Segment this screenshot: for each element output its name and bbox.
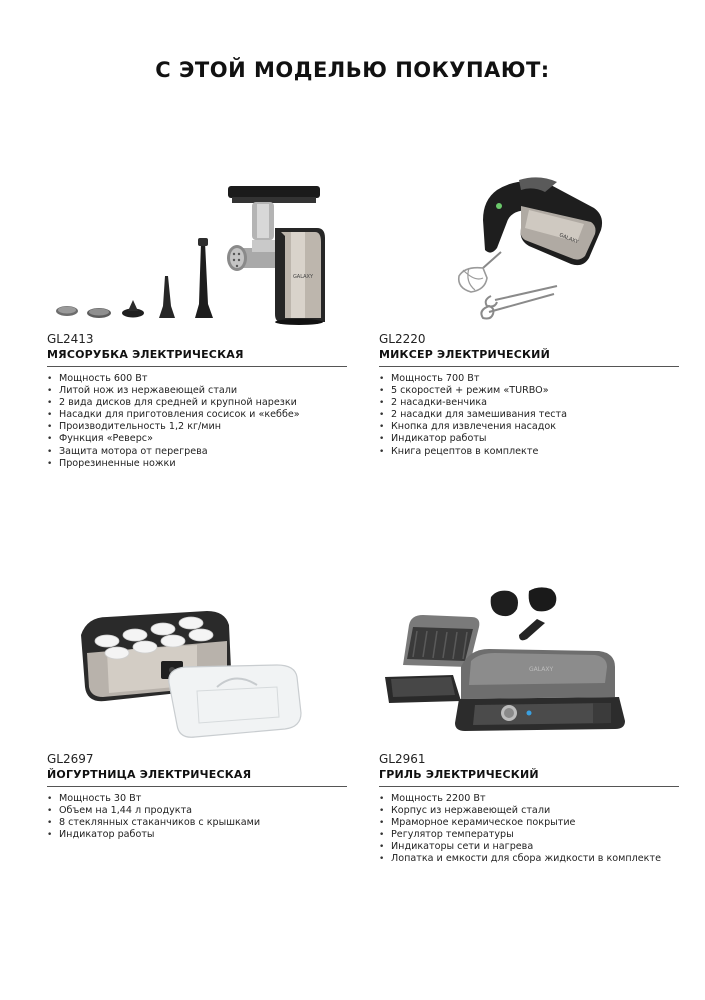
feature-item: • Насадки для приготовления сосисок и «кеббе» xyxy=(47,409,357,421)
feature-item: • Объем на 1,44 л продукта xyxy=(47,805,357,817)
product-name: ЙОГУРТНИЦА ЭЛЕКТРИЧЕСКАЯ xyxy=(47,768,252,781)
feature-item: • Производительность 1,2 кг/мин xyxy=(47,421,357,433)
product-model: GL2697 xyxy=(47,752,94,766)
feature-item: • 8 стеклянных стаканчиков с крышками xyxy=(47,817,357,829)
page-title: С ЭТОЙ МОДЕЛЬЮ ПОКУПАЮТ: xyxy=(155,58,550,82)
feature-list xyxy=(47,793,357,841)
feature-list xyxy=(379,793,689,866)
feature-item: • Мощность 700 Вт xyxy=(379,373,689,385)
feature-item: • 2 насадки-венчика xyxy=(379,397,689,409)
feature-item: • Функция «Реверс» xyxy=(47,433,357,445)
svg-text:GALAXY: GALAXY xyxy=(558,232,580,246)
feature-item: • Прорезиненные ножки xyxy=(47,458,357,470)
feature-item: • Мощность 30 Вт xyxy=(47,793,357,805)
electric-grill-image xyxy=(379,585,689,745)
feature-item: • Корпус из нержавеющей стали xyxy=(379,805,689,817)
divider xyxy=(47,786,347,787)
product-card-yogurt-maker xyxy=(47,0,357,1000)
product-model: GL2413 xyxy=(47,332,94,346)
feature-item: • Лопатка и емкости для сбора жидкости в комплекте xyxy=(379,853,689,865)
divider xyxy=(379,786,679,787)
product-name: МЯСОРУБКА ЭЛЕКТРИЧЕСКАЯ xyxy=(47,348,244,361)
svg-text:GALAXY: GALAXY xyxy=(292,274,314,280)
feature-item: • Мощность 600 Вт xyxy=(47,373,357,385)
feature-item: • Индикаторы сети и нагрева xyxy=(379,841,689,853)
feature-item: • Мощность 2200 Вт xyxy=(379,793,689,805)
product-name: ГРИЛЬ ЭЛЕКТРИЧЕСКИЙ xyxy=(379,768,539,781)
feature-item: • Индикатор работы xyxy=(47,829,357,841)
feature-item: • Индикатор работы xyxy=(379,433,689,445)
feature-item: • Книга рецептов в комплекте xyxy=(379,446,689,458)
feature-item: • Регулятор температуры xyxy=(379,829,689,841)
feature-item: • 2 вида дисков для средней и крупной нарезки xyxy=(47,397,357,409)
feature-item: • Защита мотора от перегрева xyxy=(47,446,357,458)
feature-item: • Кнопка для извлечения насадок xyxy=(379,421,689,433)
feature-item: • 2 насадки для замешивания теста xyxy=(379,409,689,421)
feature-item: • Мраморное керамическое покрытие xyxy=(379,817,689,829)
svg-text:GALAXY: GALAXY xyxy=(529,666,554,673)
product-card-grill xyxy=(379,0,689,1000)
feature-item: • Литой нож из нержавеющей стали xyxy=(47,385,357,397)
product-model: GL2961 xyxy=(379,752,426,766)
product-name: МИКСЕР ЭЛЕКТРИЧЕСКИЙ xyxy=(379,348,550,361)
feature-item: • 5 скоростей + режим «TURBO» xyxy=(379,385,689,397)
yogurt-maker-image xyxy=(47,605,357,750)
product-model: GL2220 xyxy=(379,332,426,346)
